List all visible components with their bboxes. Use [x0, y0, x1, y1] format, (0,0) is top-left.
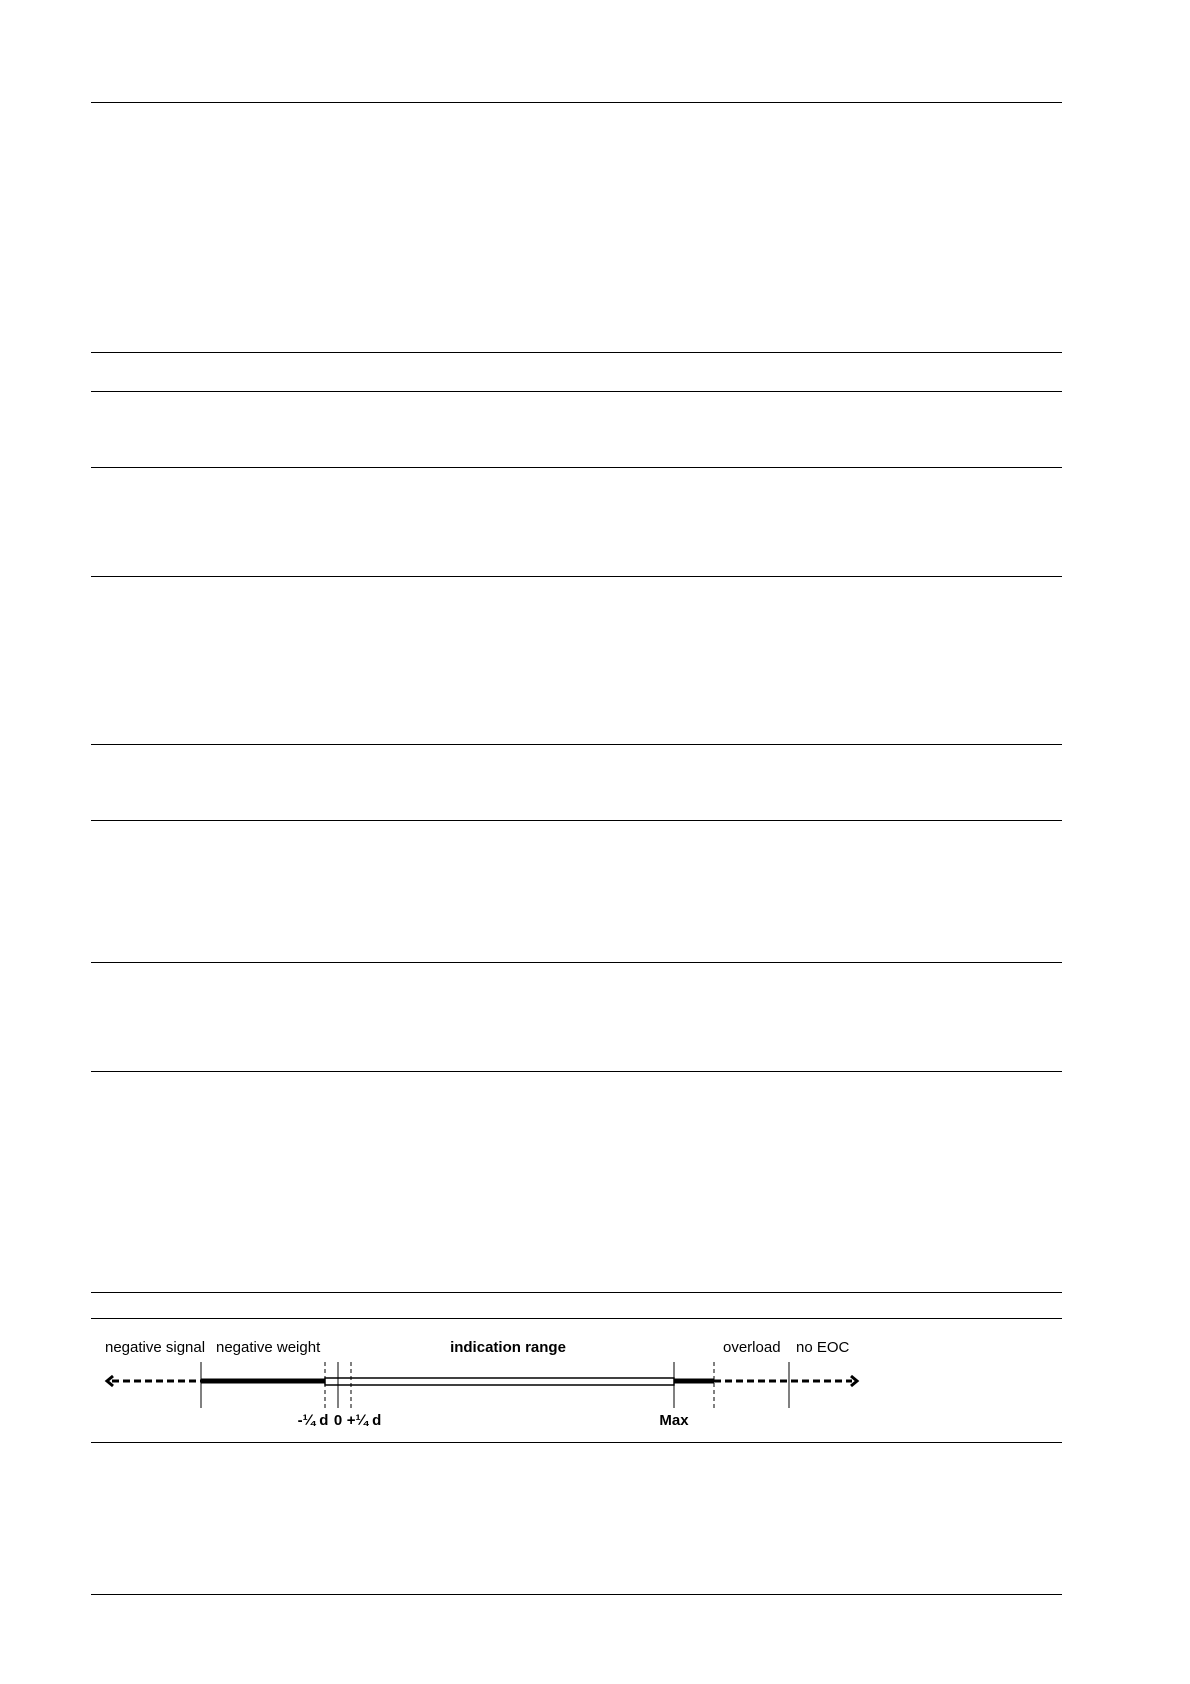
indication-range-bar	[325, 1378, 674, 1385]
tick-label-max: Max	[659, 1412, 689, 1429]
label-negative-signal: negative signal	[105, 1339, 206, 1356]
tick-label-zero: 0	[333, 1412, 343, 1429]
tick-label-plus-quarter-d: +¼ d	[346, 1412, 382, 1429]
label-overload: overload	[723, 1339, 781, 1356]
label-negative-weight: negative weight	[216, 1339, 321, 1356]
label-no-eoc: no EOC	[796, 1339, 850, 1356]
tick-label-minus-quarter-d: -¼ d	[297, 1412, 329, 1429]
label-indication-range: indication range	[450, 1339, 566, 1356]
